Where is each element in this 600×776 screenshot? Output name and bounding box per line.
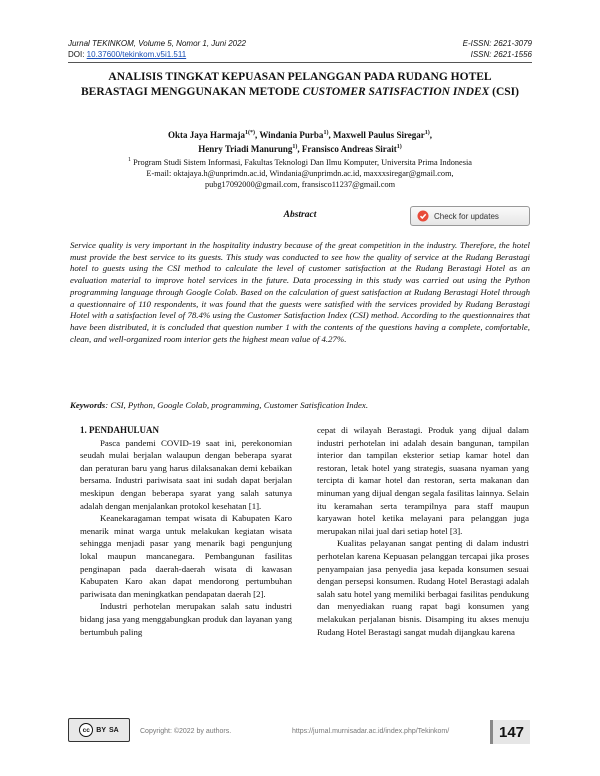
paper-title: ANALISIS TINGKAT KEPUASAN PELANGGAN PADA RUDANG HOTEL BERASTAGI MENGGUNAKAN METODE CUSTOMER SATISFACTION INDEX (CSI) [81,71,519,98]
journal-url[interactable]: https://jurnal.murnisadar.ac.id/index.php/Tekinkom/ [292,728,450,735]
doi-link[interactable]: 10.37600/tekinkom.v5i1.511 [86,50,187,59]
left-column [80,424,292,638]
abstract-heading: Abstract [283,210,317,220]
cc-license-badge[interactable] [68,718,130,742]
cc-icon: cc [79,723,93,737]
abstract-text: Service quality is very important in the hospitality industry because of the great competition in the industry. Therefore, the hotel must provide the best service to its guests. This study was conducted to see how the quality of service at the Rudang Berastagi hotel to guests using the CSI method to calculate the level of customer satisfaction at the Rudang Berastagi Hotel as an evaluation material to improve hotel services in the future. Data processing in this study was carried out using the Python programming language through Google Colab. Based on the calculation of guest satisfaction at Rudang Berastagi Hotel through a questionnaire of 110 respondents, it was found that the guests were satisfied with the services provided by Rudang Berastagi Hotel with a satisfaction level of 78.4% using the Customer Satisfaction Index (CSI) method. According to the questionnaires that have been distributed, it is concluded that question number 1 with the contents of the questions having a complete, comfortable, clean, and well-organized room interior gets the highest mean value of 4.27%. [70,240,530,344]
issn-block [463,38,532,60]
doi-line: DOI: 10.37600/tekinkom.v5i1.511 [68,50,187,59]
eissn: E-ISSN: 2621-3079 [462,39,532,48]
check-for-updates-button[interactable] [410,206,530,226]
sa-icon: SA [109,726,119,734]
author-block [70,127,530,190]
paragraph: cepat di wilayah Berastagi. Produk yang dijual dalam industri perhotelan ini adalah desain bangunan, tampilan interior dan tampilan eksterior setiap kamar hotel dan restoran, letak hotel yang strategis, suasana nyaman yang tercipta di kamar hotel dan restoran, serta makanan dan minuman yang dijual dengan segala fasilitas lainnya. Selain itu keramahan serta terampilnya para staff maupun karyawan hotel ketika melayani para pelanggan juga merupakan nilai jual dari setiap hotel [3]. [317,425,529,536]
page-number: 147 [490,720,530,744]
affiliation: $^1$ Program Studi Sistem Informasi, Fakultas Teknologi Dan Ilmu Komputer, Universita Prima Indonesia [128,157,472,167]
paragraph: Kualitas pelayanan sangat penting di dalam industri perhotelan karena Kepuasan pelanggan tercapai jika proses penyampaian jasa penyedia jasa kepada konsumen sesuai dengan persepsi konsumen. Rudang Hotel Berastagi adalah salah satu hotel yang memiliki berbagai fasilitas pendukung dan menyediakan ruang rapat bagi konsumen yang melakukan perjalanan bisnis. Disamping itu akses menuju Rudang Hotel Berastagi sangat mudah dijangkau karena [317,538,529,637]
right-column [317,424,529,638]
email-line1: E-mail: oktajaya.h@unprimdn.ac.id, Windania@unprimdn.ac.id, maxxxsiregar@gmail.com, [146,168,454,178]
copyright: Copyright: ©2022 by authors. [140,728,232,735]
header-rule [68,62,532,63]
by-icon: BY [96,726,106,734]
paragraph: Pasca pandemi COVID-19 saat ini, perekonomian seudah mulai berjalan walaupun dengan beberapa syarat dan peraturan baru yang harus dilaksanakan demi kebaikan bersama. Industri pariwisata saat ini sudah dapat berjalan meskipun dengan beberapa syarat yang salah satunya adalah dengan menjalankan protokol kesehatan [1]. [80,437,292,511]
issn: ISSN: 2621-1556 [470,50,532,59]
check-updates-label: Check for updates [434,211,499,221]
keywords: Keywords: CSI, Python, Google Colab, programming, Customer Satisfication Index. [70,400,369,410]
journal-header [68,38,246,60]
paragraph: Industri perhotelan merupakan salah satu industri bidang jasa yang menggabungkan produk dan layanan yang bertumbuh paling [80,601,292,637]
author-names-line2: Henry Triadi Manurung$^{1)}$, Fransisco Andreas Sirait$^{1)}$ [198,144,402,154]
paragraph: Keanekaragaman tempat wisata di Kabupaten Karo menarik minat warga untuk melakukan kegiatan wisata sehingga menjadi pasar yang menarik bagi pengunjung lokal maupun mancanegara. Pembangunan fasilitas penginapan pada daerah-daerah wisata di kawasan Kabupaten Karo akan dapat mendorong pertumbuhan pariwisata dan meningkatkan pendapatan daerah [2]. [80,513,292,599]
author-names-line1: Okta Jaya Harmaja$^{1(*)}$, Windania Purba$^{1)}$, Maxwell Paulus Siregar$^{1)}$, [167,130,433,140]
check-updates-icon [417,210,429,222]
email-line2: pubg17092000@gmail.com, fransisco11237@gmail.com [204,179,396,189]
section-heading: 1. PENDAHULUAN [80,425,160,435]
journal-citation: Jurnal TEKINKOM, Volume 5, Nomor 1, Juni 2022 [68,39,246,48]
